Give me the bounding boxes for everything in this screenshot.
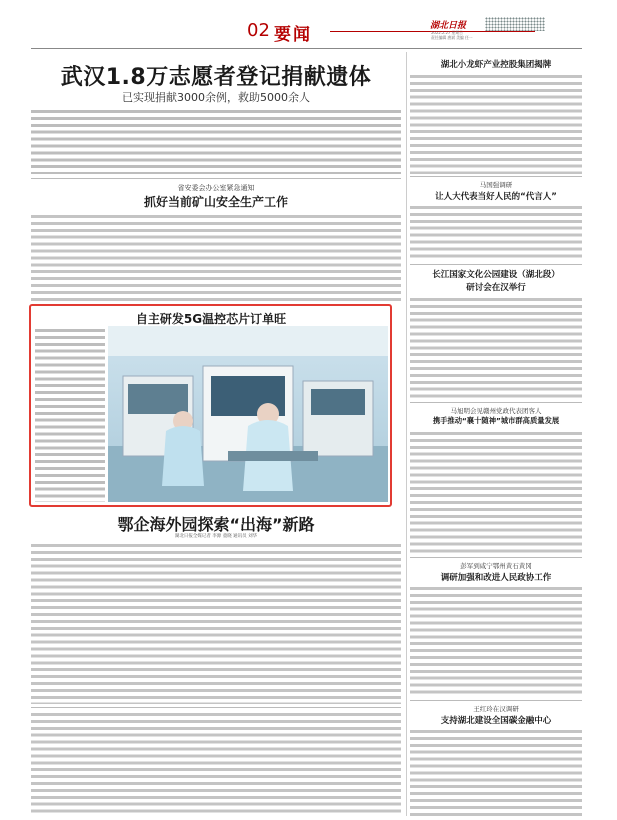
top-rule — [31, 48, 582, 49]
mine-body — [31, 213, 401, 301]
renda-headline: 让人大代表当好人民的“代言人” — [435, 192, 557, 202]
wang-headline: 支持湖北建设全国碳金融中心 — [440, 716, 552, 726]
xiangyang-headline: 携手推动“襄十随神”城市群高质量发展 — [432, 416, 560, 425]
mine-kicker: 省安委会办公室紧急通知 — [177, 184, 255, 192]
column-divider — [406, 52, 407, 816]
highlight-frame — [29, 304, 392, 507]
dot-pattern — [485, 17, 545, 31]
rule-r5 — [410, 700, 582, 701]
lead-body — [31, 108, 401, 174]
page-number: 02 — [247, 20, 270, 41]
paper-logo: 湖北日报 — [430, 21, 467, 31]
yangtze-headline-1: 长江国家文化公园建设（湖北段） — [432, 270, 560, 280]
overseas-headline: 鄂企海外园探索“出海”新路 — [117, 515, 315, 534]
overseas-body — [31, 542, 401, 704]
xiangyang-body — [410, 430, 582, 554]
peng-kicker: 彭军到咸宁鄂州黄石黄冈 — [460, 562, 532, 570]
rule-r1 — [410, 176, 582, 177]
rule-r3 — [410, 402, 582, 403]
peng-body — [410, 585, 582, 697]
rule-bottom-left — [31, 707, 401, 708]
lead-headline: 武汉1.8万志愿者登记捐献遗体 — [60, 65, 372, 90]
bottom-left-body — [31, 711, 401, 816]
date-line: 2022.2.27 星期日 — [431, 30, 463, 35]
section-title: 要闻 — [274, 25, 312, 45]
rule-lead — [31, 178, 401, 179]
xiangyang-kicker: 马旭明会见赣州党政代表团客人 — [450, 407, 542, 415]
chip-headline: 自主研发5G温控芯片订单旺 — [135, 312, 287, 326]
peng-headline: 调研加强和改进人民政协工作 — [440, 573, 552, 583]
rule-r2 — [410, 264, 582, 265]
rule-r4 — [410, 557, 582, 558]
xiaolong-headline: 湖北小龙虾产业控股集团揭牌 — [440, 60, 552, 70]
mine-headline: 抓好当前矿山安全生产工作 — [143, 195, 288, 209]
wang-kicker: 王红玲在汉调研 — [473, 705, 519, 713]
renda-body — [410, 204, 582, 261]
editor-line: 责任编辑 唐斌 美编 任一 — [431, 35, 473, 40]
xiaolong-body — [410, 73, 582, 174]
yangtze-body — [410, 296, 582, 399]
yangtze-headline-2: 研讨会在汉举行 — [466, 283, 526, 293]
renda-kicker: 马国强调研 — [479, 181, 513, 189]
wang-body — [410, 728, 582, 816]
lead-subheadline: 已实现捐献3000余例，救助5000余人 — [122, 91, 310, 104]
overseas-byline: 湖北日报全媒记者 李源 童晓 通讯员 刘华 — [174, 534, 258, 539]
